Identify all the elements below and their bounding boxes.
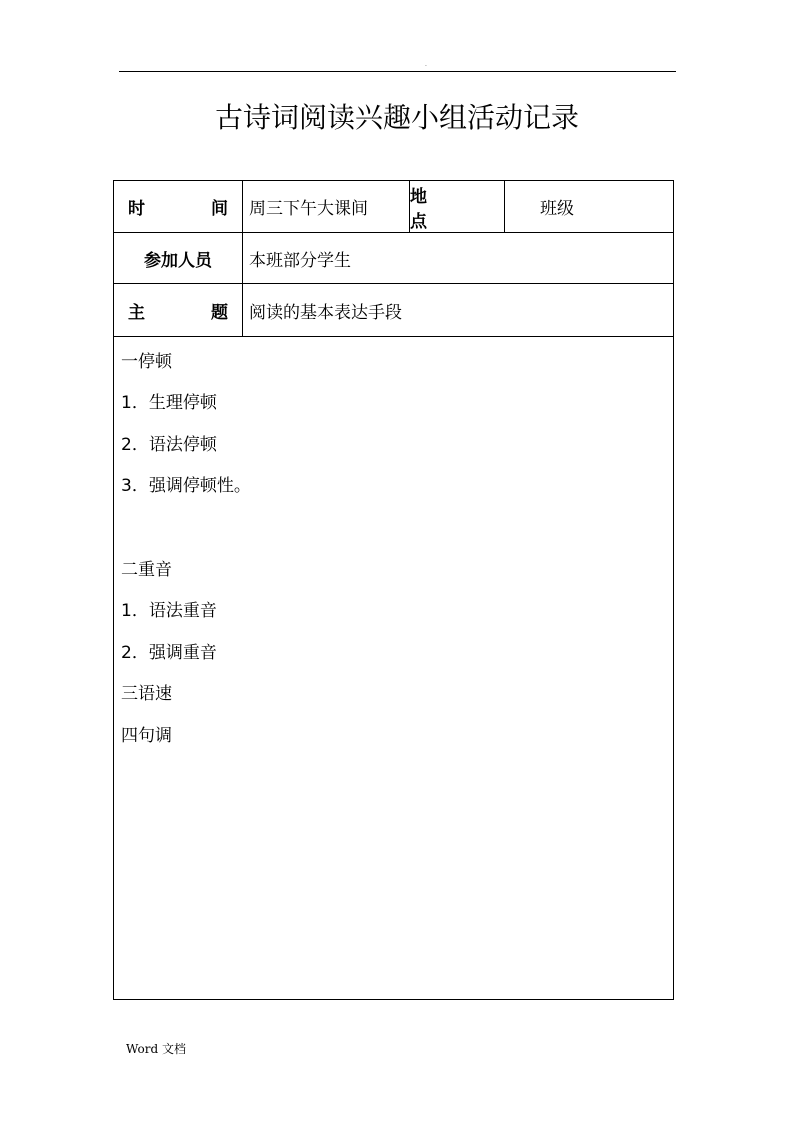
header-dot: . xyxy=(425,61,427,68)
participants-value: 本班部分学生 xyxy=(249,250,351,271)
time-label-cell xyxy=(114,181,258,232)
participants-value-cell xyxy=(243,233,673,283)
topic-label-cell xyxy=(114,284,258,336)
list-item: 3．强调停顿性。 xyxy=(121,476,251,496)
footer-label: Word 文档 xyxy=(126,1042,186,1056)
location-value: 班级 xyxy=(540,199,574,219)
list-item: 1．语法重音 xyxy=(121,601,217,621)
participants-row xyxy=(114,233,673,284)
topic-value: 阅读的基本表达手段 xyxy=(249,302,402,323)
section-heading: 二重音 xyxy=(121,560,172,580)
location-label: 地 点 xyxy=(410,186,457,232)
list-item: 2．语法停顿 xyxy=(121,435,217,455)
location-value-cell xyxy=(505,181,673,232)
page-title: 古诗词阅读兴趣小组活动记录 xyxy=(214,101,579,134)
location-label-cell xyxy=(410,181,505,232)
participants-label-cell xyxy=(114,233,243,283)
header-rule xyxy=(119,71,676,72)
list-item: 2．强调重音 xyxy=(121,643,217,663)
section-heading: 四句调 xyxy=(121,726,172,746)
topic-row xyxy=(114,284,673,337)
time-location-row xyxy=(114,181,673,233)
topic-value-cell xyxy=(243,284,673,336)
list-item: 1．生理停顿 xyxy=(121,393,217,413)
activity-record-table xyxy=(113,180,674,1000)
participants-label: 参加人员 xyxy=(144,250,212,271)
section-heading: 三语速 xyxy=(121,684,172,704)
time-value: 周三下午大课间 xyxy=(249,199,368,219)
time-value-cell xyxy=(243,181,410,232)
section-heading: 一停顿 xyxy=(121,352,172,372)
time-label: 时 间 xyxy=(128,199,258,219)
topic-label: 主 题 xyxy=(128,302,258,323)
